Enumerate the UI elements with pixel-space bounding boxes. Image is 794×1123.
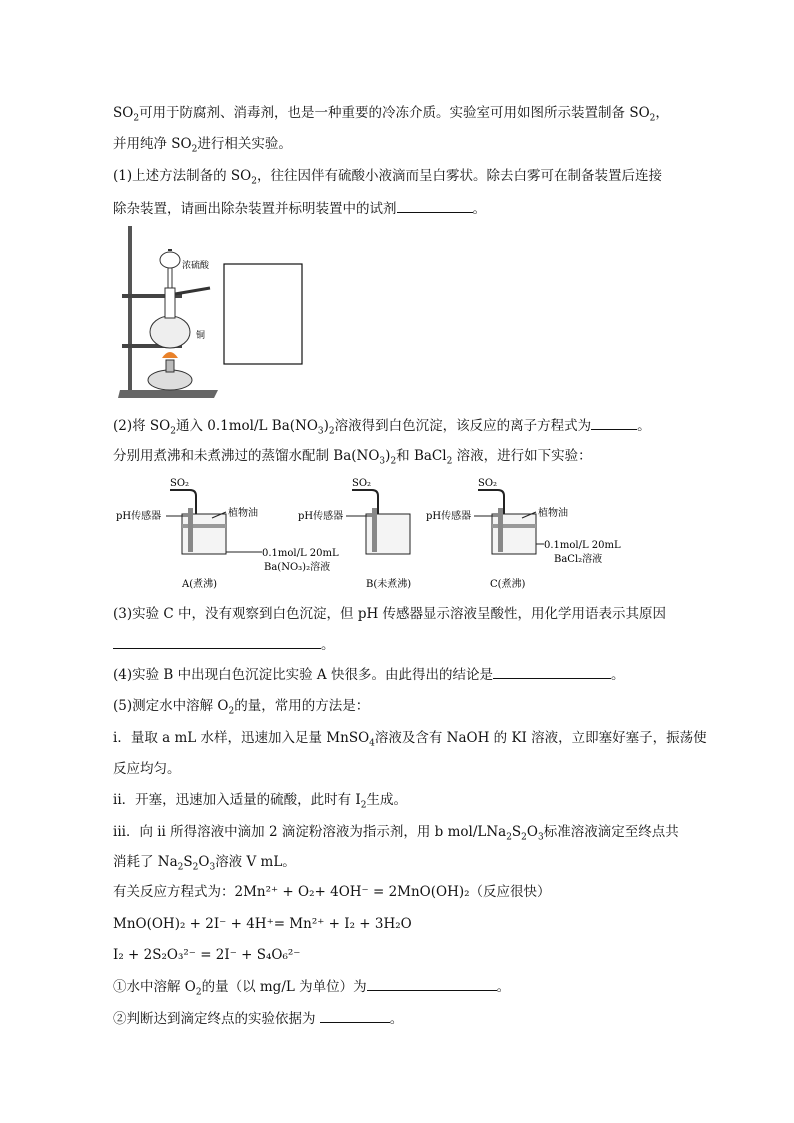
answer-blank[interactable]: [591, 415, 637, 430]
oil-label: 植物油: [538, 508, 568, 519]
ph-probe: [498, 508, 503, 552]
question-1-line-2: 除杂装置，请画出除杂装置并标明装置中的试剂 。: [113, 198, 486, 219]
caption-a: A(煮沸): [182, 579, 218, 590]
question-2-line-2: 分别用煮沸和未煮沸过的蒸馏水配制 $Ba(NO_3)_2$和 BaCl$_2$ 溶液，进行如下实验：: [113, 448, 592, 467]
question-2-line-1: (2)将 $SO_2$通入 0.1mol/L $Ba(NO_3)_2$溶液得到白色沉淀，该反应的离子方程式为 。: [113, 415, 651, 436]
ph-probe: [372, 508, 377, 552]
answer-blank[interactable]: [113, 634, 321, 649]
equation-1: 有关反应方程式为：2Mn²⁺ + O₂+ 4OH⁻ = 2MnO(OH)₂（反应很快）: [113, 884, 551, 900]
answer-blank[interactable]: [397, 198, 473, 213]
intro-line-2: 并用纯净 $SO_2$进行相关实验。: [113, 136, 292, 155]
funnel-stem: [168, 268, 172, 288]
caption-c: C(煮沸): [490, 579, 526, 590]
answer-blank[interactable]: [493, 664, 611, 679]
so2-label: SO₂: [170, 478, 190, 489]
step-iii-line-1: iii．向 ii 所得溶液中滴加 2 滴淀粉溶液为指示剂，用 b mol/$LNa_2S_2O_3$标准溶液滴定至终点共: [113, 824, 679, 843]
ph-probe: [188, 508, 193, 552]
drawing-box[interactable]: [224, 264, 302, 364]
alcohol-burner: [148, 370, 192, 390]
question-3-line-1: (3)实验 C 中，没有观察到白色沉淀，但 pH 传感器显示溶液呈酸性，用化学用语表示其原因: [113, 606, 667, 622]
question-1-line-1: (1)上述方法制备的 $SO_2$，往往因伴有硫酸小液滴而呈白雾状。除去白雾可在制备装置后连接: [113, 168, 662, 187]
solution-label: BaCl₂溶液: [554, 554, 603, 565]
answer-blank[interactable]: [320, 1008, 390, 1023]
label-conc-sulfuric-acid: 浓硫酸: [182, 261, 210, 271]
solution-label: Ba(NO₃)₂溶液: [264, 562, 331, 573]
sub-question-1: ①水中溶解 $O_2$的量（以 mg/L 为单位）为 。: [113, 976, 510, 997]
caption-b: B(未煮沸): [366, 579, 412, 590]
so2-label: SO₂: [478, 478, 498, 489]
stand-base: [118, 390, 218, 398]
experiment-diagram: [112, 472, 642, 592]
delivery-tube: [175, 288, 210, 294]
concentration-label: 0.1mol/L 20mL: [262, 548, 339, 559]
step-iii-line-2: 消耗了 $Na_2S_2O_3$溶液 V mL。: [113, 854, 296, 873]
flame: [162, 352, 178, 358]
step-ii: ii．开塞，迅速加入适量的硫酸，此时有 $I_2$生成。: [113, 792, 407, 811]
step-i-line-1: i．量取 a mL 水样，迅速加入足量 MnSO$_4$溶液及含有 NaOH 的 KI 溶液，立即塞好塞子，振荡使: [113, 730, 707, 749]
so2-generation-apparatus: [118, 222, 318, 400]
label-copper: 铜: [196, 331, 206, 341]
beaker-a: [116, 478, 339, 590]
flask-neck: [165, 288, 175, 318]
ph-sensor-label: pH传感器: [426, 511, 472, 522]
ph-sensor-label: pH传感器: [298, 511, 344, 522]
concentration-label: 0.1mol/L 20mL: [544, 540, 621, 551]
round-bottom-flask: [150, 316, 190, 348]
equation-3: I₂ + 2S₂O₃²⁻ = 2I⁻ + S₄O₆²⁻: [113, 947, 301, 963]
question-4: (4)实验 B 中出现白色沉淀比实验 A 快很多。由此得出的结论是 。: [113, 664, 624, 685]
stand-rod: [128, 226, 132, 390]
question-3-line-2: 。: [113, 634, 335, 655]
beaker-c: [426, 478, 621, 590]
answer-blank[interactable]: [367, 976, 497, 991]
question-5-head: (5)测定水中溶解 $O_2$的量，常用的方法是：: [113, 698, 370, 717]
sub-question-2: ②判断达到滴定终点的实验依据为 。: [113, 1008, 403, 1029]
so2-label: SO₂: [352, 478, 372, 489]
oil-label: 植物油: [228, 508, 258, 519]
equation-2: MnO(OH)₂ + 2I⁻ + 4H⁺= Mn²⁺ + I₂ + 3H₂O: [113, 916, 412, 932]
beaker-b: [298, 478, 411, 590]
ph-sensor-label: pH传感器: [116, 511, 162, 522]
step-i-line-2: 反应均匀。: [113, 761, 181, 777]
intro-line-1: $SO_2$可用于防腐剂、消毒剂，也是一种重要的冷冻介质。实验室可用如图所示装置制备 $SO_2$，: [113, 105, 669, 124]
separatory-funnel: [160, 252, 180, 268]
